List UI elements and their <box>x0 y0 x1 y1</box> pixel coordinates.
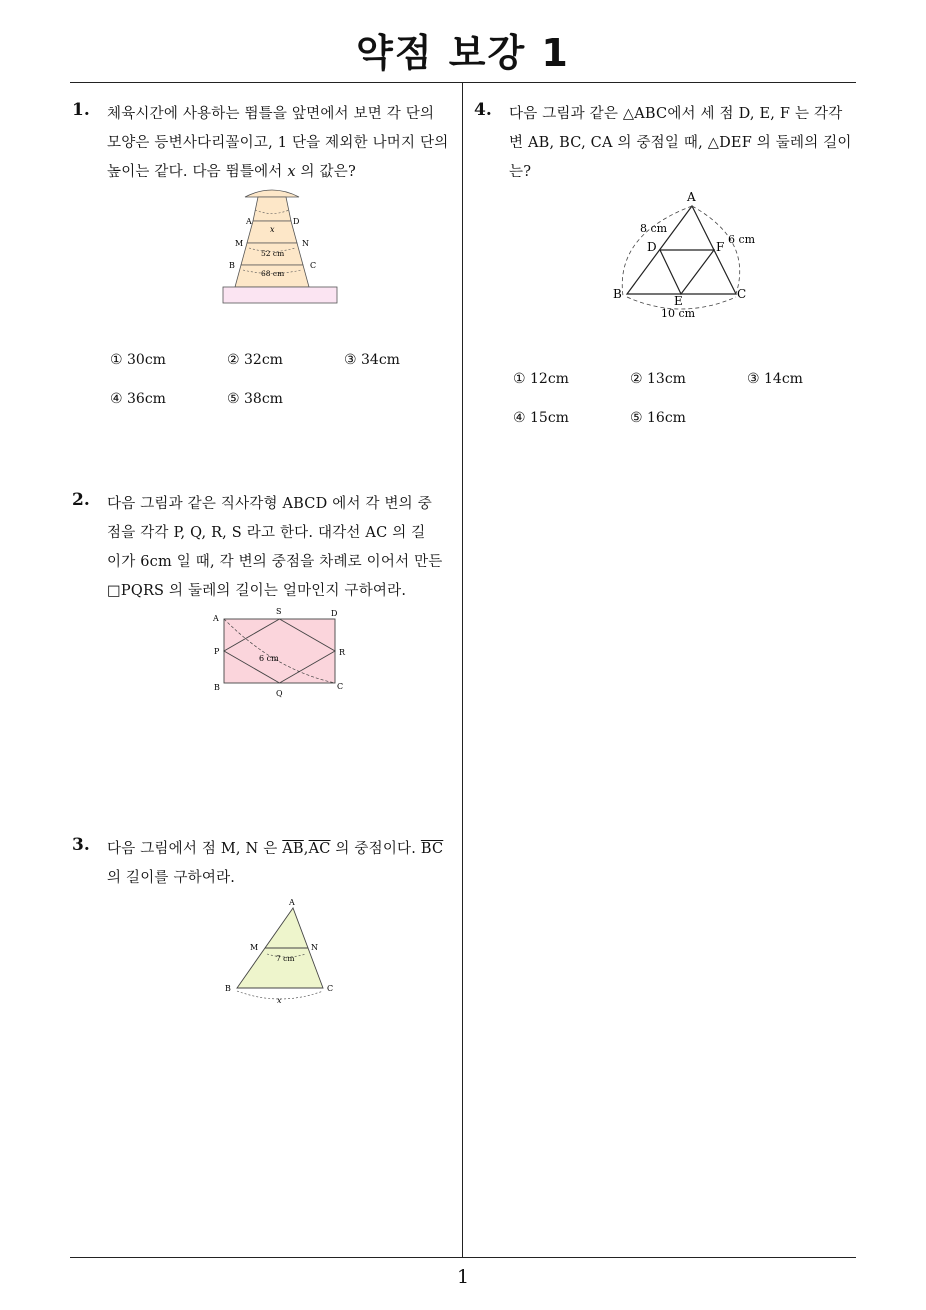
label-b: B <box>225 984 231 993</box>
label-6cm: 6 cm <box>728 233 756 246</box>
page-number: 1 <box>456 1266 470 1288</box>
triangle-def-figure <box>605 185 765 325</box>
choice-4[interactable]: ④ 36cm <box>110 391 166 407</box>
question-text <box>509 100 852 187</box>
label-n: N <box>311 943 318 952</box>
question-line: □PQRS 의 둘레의 길이는 얼마인지 구하여라. <box>107 583 407 599</box>
label-a: A <box>687 190 696 204</box>
label-s: S <box>276 607 282 616</box>
label-e: E <box>674 294 683 308</box>
label-m: M <box>235 239 244 248</box>
question-text <box>107 835 443 893</box>
label-b: B <box>214 683 220 692</box>
rectangle-figure <box>205 600 355 706</box>
label-f: F <box>716 240 725 254</box>
label-7cm: 7 cm <box>276 954 295 963</box>
label-b: B <box>229 261 235 270</box>
label-c: C <box>310 261 317 270</box>
comma: , <box>303 841 309 857</box>
question-line: 모양은 등변사다리꼴이고, 1 단을 제외한 나머지 단의 <box>107 135 449 151</box>
question-line: 다음 그림과 같은 △ABC에서 세 점 D, E, F 는 각각 <box>509 106 843 122</box>
vaulting-box-figure <box>215 185 345 307</box>
label-m: M <box>250 943 259 952</box>
label-p: P <box>214 647 220 656</box>
question-text-part: 의 중점이다. <box>330 841 421 857</box>
label-8cm: 8 cm <box>640 222 668 235</box>
segment-bc: $\overline{BC}$ <box>420 841 444 857</box>
question-line: 이가 6cm 일 때, 각 변의 중점을 차례로 이어서 만든 <box>107 554 443 570</box>
question-number: 3. <box>72 835 90 855</box>
question-number: 4. <box>474 100 492 120</box>
label-a: A <box>289 898 295 907</box>
question-line: 체육시간에 사용하는 뜀틀을 앞면에서 보면 각 단의 <box>107 106 435 122</box>
label-d: D <box>647 240 657 254</box>
bottom-rule <box>70 1257 856 1258</box>
choice-1[interactable]: ① 12cm <box>513 371 569 387</box>
label-n: N <box>302 239 309 248</box>
column-divider <box>462 82 463 1258</box>
label-x: x <box>277 996 282 1005</box>
choice-2[interactable]: ② 32cm <box>227 352 283 368</box>
segment-ac: $\overline{AC}$ <box>308 841 331 857</box>
question-line: 높이는 같다. 다음 뜀틀에서 𝑥 의 값은? <box>107 164 356 180</box>
choice-4[interactable]: ④ 15cm <box>513 410 569 426</box>
question-line: 다음 그림과 같은 직사각형 ABCD 에서 각 변의 중 <box>107 496 432 512</box>
choice-5[interactable]: ⑤ 38cm <box>227 391 283 407</box>
label-x: x <box>270 225 275 234</box>
question-number: 2. <box>72 490 90 510</box>
choice-2[interactable]: ② 13cm <box>630 371 686 387</box>
choice-3[interactable]: ③ 14cm <box>747 371 803 387</box>
page-title: 약점 보강 1 <box>356 31 570 75</box>
label-c: C <box>737 287 747 301</box>
label-c: C <box>337 682 344 691</box>
segment-ab: $\overline{AB}$ <box>282 841 304 857</box>
question-number: 1. <box>72 100 90 120</box>
label-10cm: 10 cm <box>661 307 696 320</box>
label-d: D <box>293 217 300 226</box>
question-line: 점을 각각 P, Q, R, S 라고 한다. 대각선 AC 의 길 <box>107 525 426 541</box>
question-line <box>107 835 443 864</box>
label-68cm: 68 cm <box>261 269 285 278</box>
label-c: C <box>327 984 334 993</box>
label-a: A <box>246 217 252 226</box>
question-line: 의 길이를 구하여라. <box>107 870 236 886</box>
top-rule <box>70 82 856 83</box>
label-d: D <box>331 609 338 618</box>
label-q: Q <box>276 689 283 698</box>
question-text <box>107 100 448 187</box>
label-b: B <box>613 287 622 301</box>
triangle-figure <box>220 893 345 1005</box>
question-line: 변 AB, BC, CA 의 중점일 때, △DEF 의 둘레의 길이 <box>509 135 852 151</box>
question-line: 는? <box>509 164 532 180</box>
choice-5[interactable]: ⑤ 16cm <box>630 410 686 426</box>
question-text-part: 다음 그림에서 점 M, N 은 <box>107 841 283 857</box>
label-a: A <box>213 614 219 623</box>
label-52cm: 52 cm <box>261 249 285 258</box>
choice-1[interactable]: ① 30cm <box>110 352 166 368</box>
label-6cm: 6 cm <box>259 654 279 663</box>
question-text <box>107 490 443 606</box>
choice-3[interactable]: ③ 34cm <box>344 352 400 368</box>
label-r: R <box>339 648 346 657</box>
